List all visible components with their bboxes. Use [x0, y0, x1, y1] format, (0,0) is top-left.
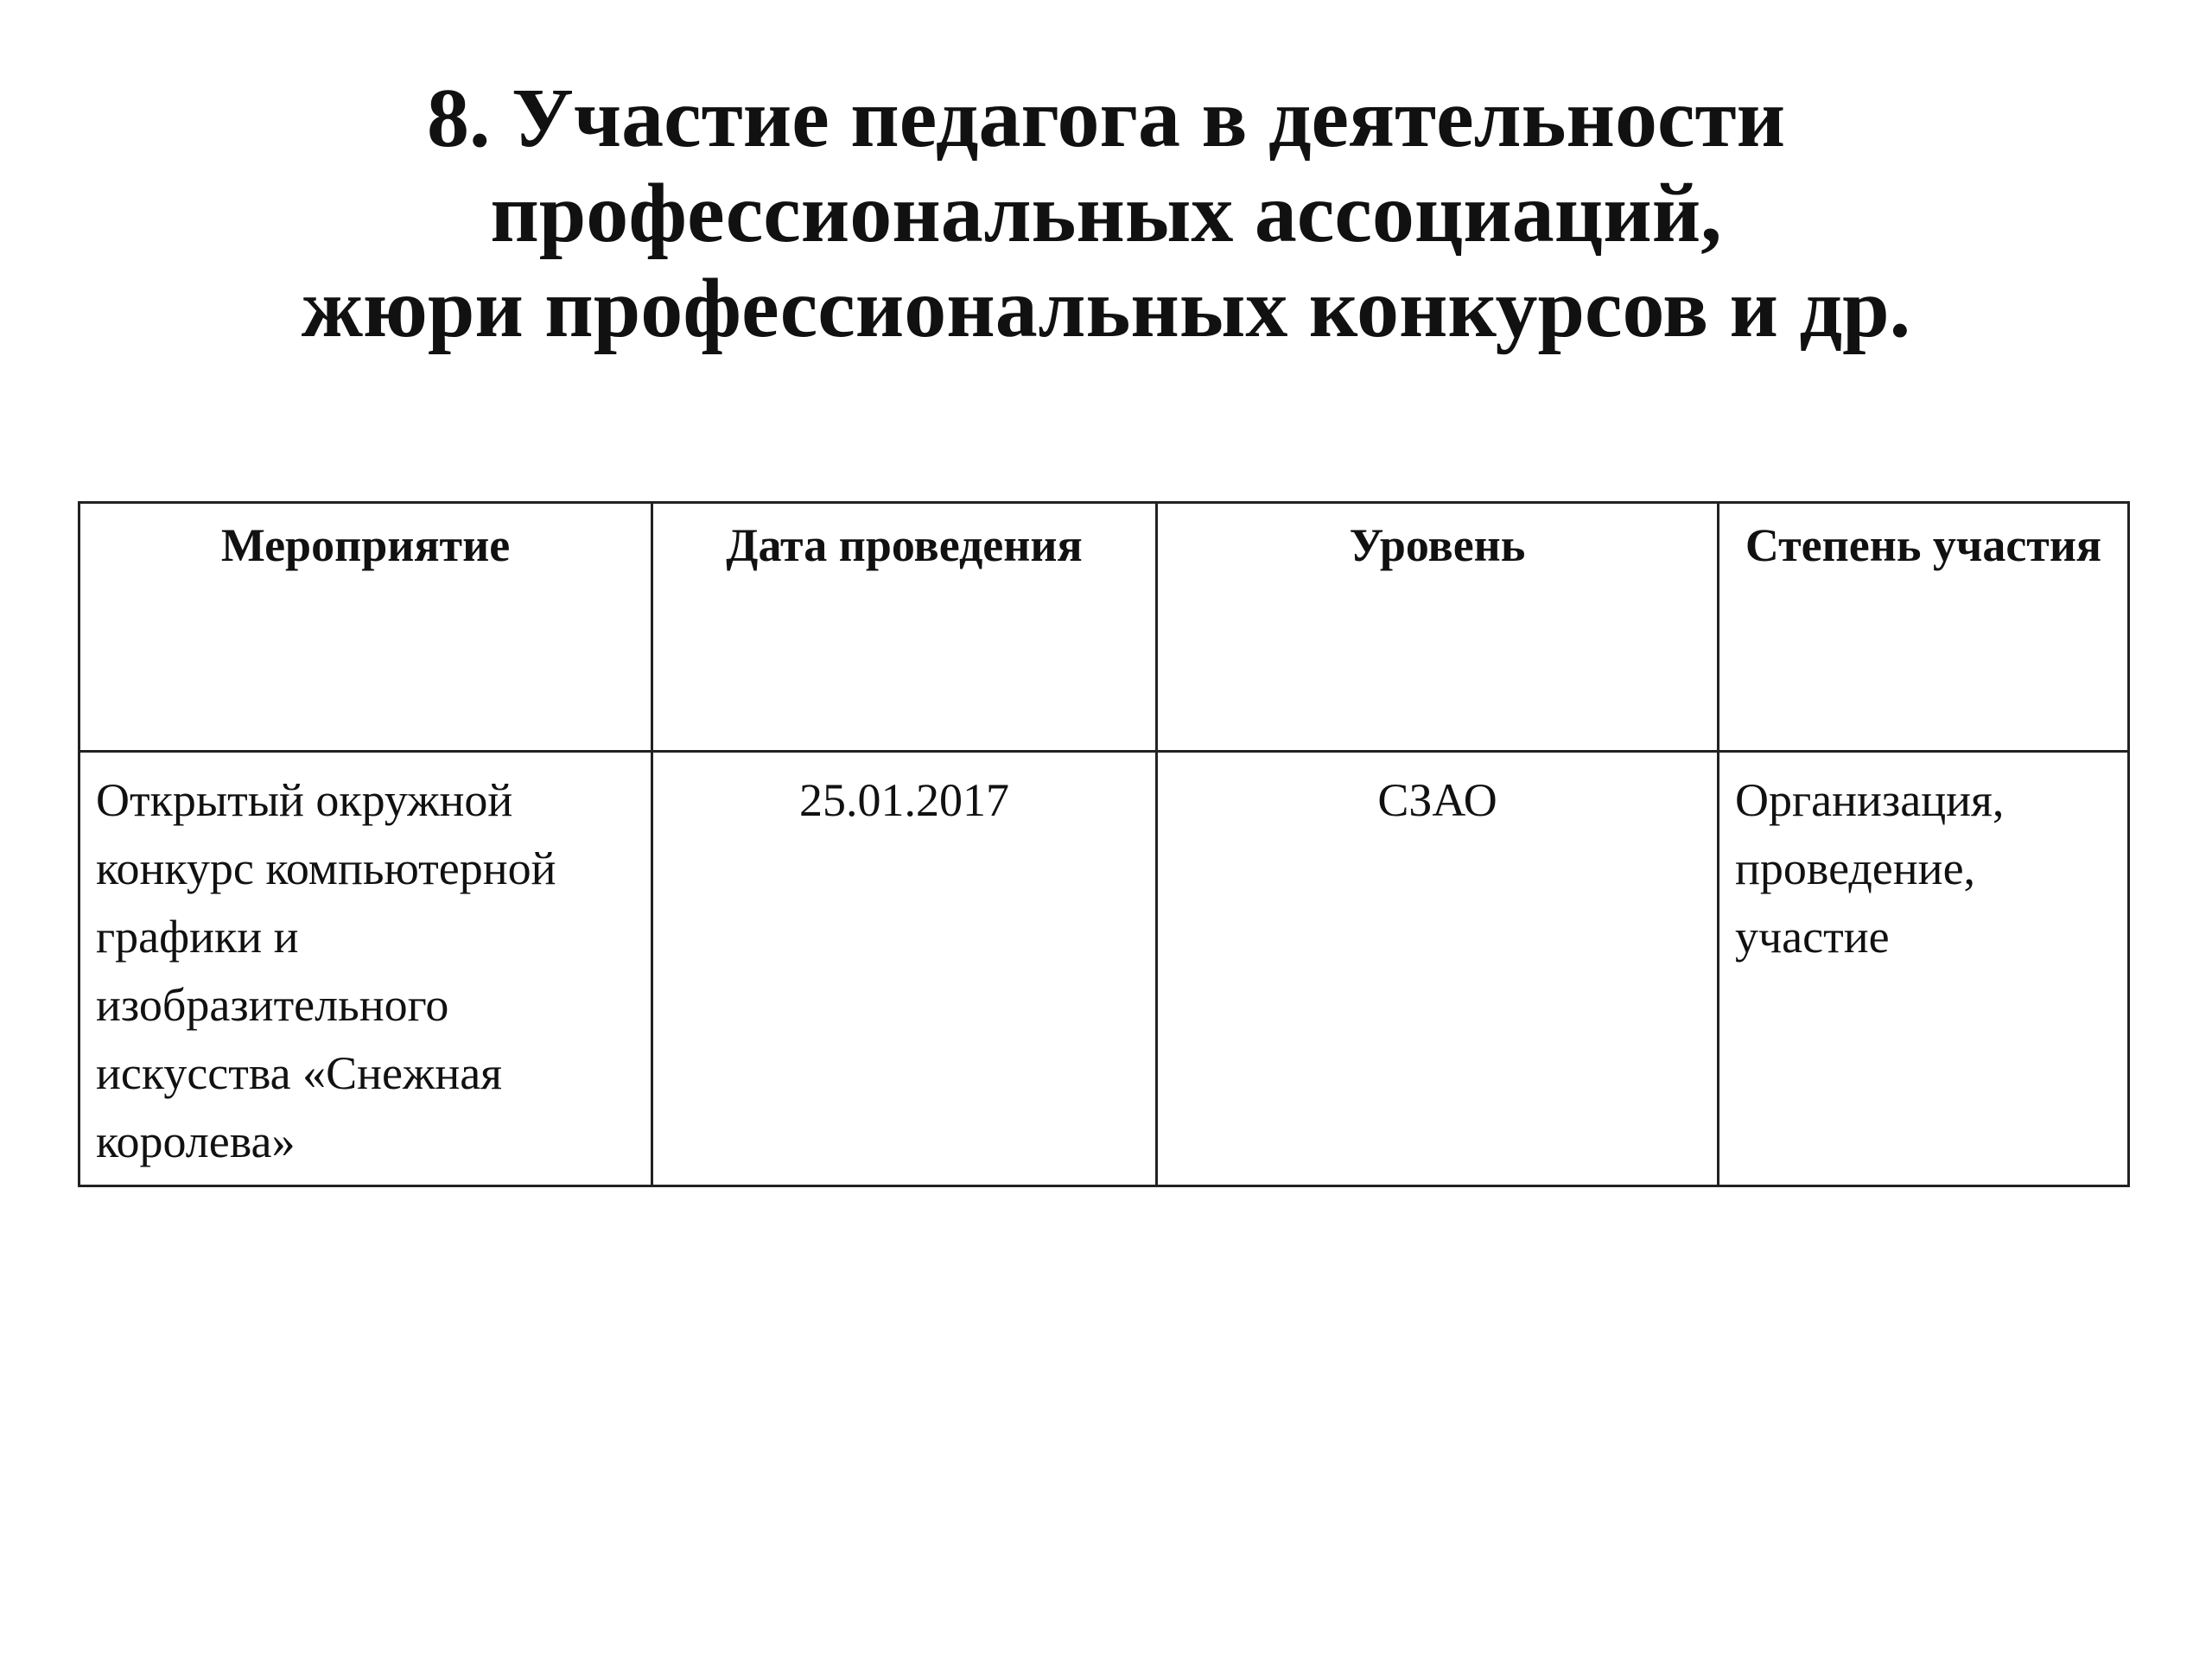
column-header-event: Мероприятие	[79, 503, 652, 752]
level-cell: СЗАО	[1157, 752, 1719, 1186]
event-line: королева»	[96, 1116, 296, 1167]
column-header-level: Уровень	[1157, 503, 1719, 752]
event-line: искусства «Снежная	[96, 1047, 503, 1099]
event-line: Открытый окружной	[96, 774, 513, 826]
table-row	[79, 752, 2129, 1186]
date-cell: 25.01.2017	[652, 752, 1157, 1186]
page-title-line: жюри профессиональных конкурсов и др.	[301, 262, 1911, 355]
page-title-line: 8. Участие педагога в деятельности	[426, 72, 1786, 165]
page-title-line: профессиональных ассоциаций,	[490, 167, 1722, 260]
event-cell	[79, 752, 652, 1186]
participation-line: Организация,	[1735, 774, 2005, 826]
participation-line: проведение,	[1735, 842, 1976, 894]
column-header-participation: Степень участия	[1719, 503, 2129, 752]
participation-cell	[1719, 752, 2129, 1186]
table-header-row	[79, 503, 2129, 752]
participation-line: участие	[1735, 911, 1890, 963]
event-line: конкурс компьютерной	[96, 842, 556, 894]
page-title	[0, 71, 2212, 356]
column-header-date: Дата проведения	[652, 503, 1157, 752]
activities-table	[78, 501, 2130, 1187]
event-line: графики и	[96, 911, 299, 963]
event-line: изобразительного	[96, 979, 449, 1031]
